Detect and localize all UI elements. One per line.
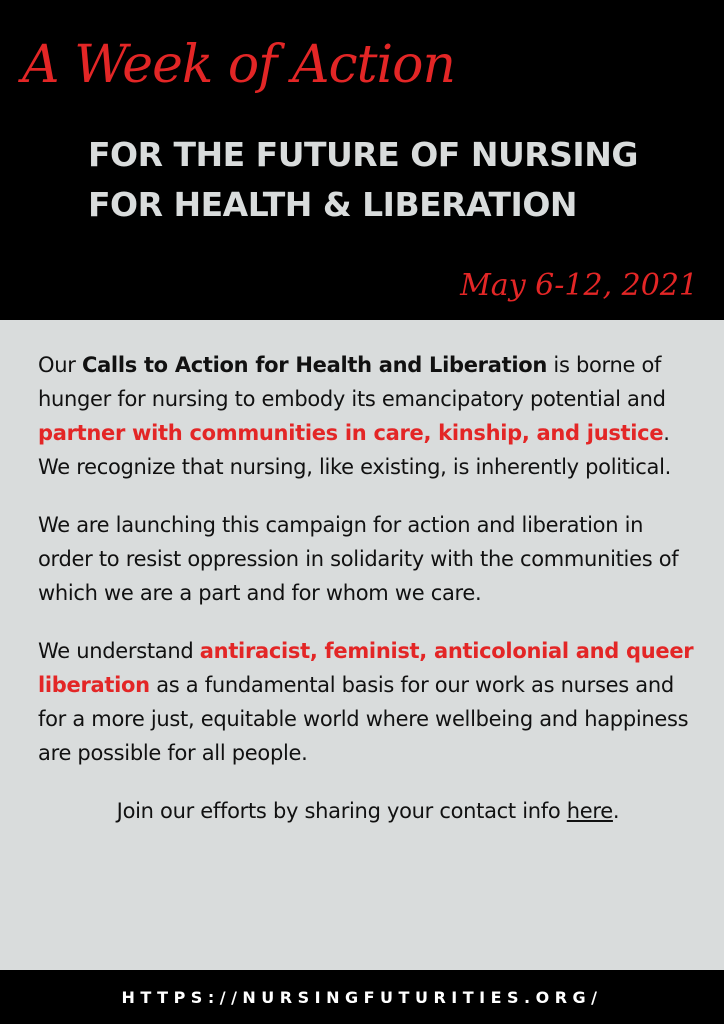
p1-text-1: Our <box>38 353 82 377</box>
p1-text-3: . We recognize that nursing, like existing, is inherently political. <box>38 421 671 479</box>
p3-text-1: We understand <box>38 639 200 663</box>
header-banner <box>0 0 724 320</box>
paragraph-calls-to-action <box>38 348 698 484</box>
body-text <box>38 348 698 852</box>
call-to-action <box>38 794 698 828</box>
subtitle <box>88 130 638 230</box>
highlight-liberation: antiracist, feminist, anticolonial and queer liberation <box>38 639 694 697</box>
subtitle-line-2: FOR HEALTH & LIBERATION <box>88 185 577 224</box>
subtitle-line-1: FOR THE FUTURE OF NURSING <box>88 135 638 174</box>
calls-to-action-strong: Calls to Action for Health and Liberation <box>81 353 548 377</box>
here-link[interactable]: here <box>566 799 613 823</box>
p3-text-2: as a fundamental basis for our work as nurses and for a more just, equitable world where wellbeing and happiness are possible for all people. <box>38 673 689 765</box>
page-title: A Week of Action <box>22 35 455 95</box>
paragraph-liberation <box>38 634 698 770</box>
website-url[interactable]: HTTPS://NURSINGFUTURITIES.ORG/ <box>121 988 603 1007</box>
footer-banner <box>0 970 724 1024</box>
cta-text: Join our efforts by sharing your contact info <box>116 799 567 823</box>
paragraph-campaign: We are launching this campaign for action and liberation in order to resist oppression in solidarity with the communities of which we are a part and for whom we care. <box>38 513 679 605</box>
event-date: May 6-12, 2021 <box>460 268 698 303</box>
highlight-partner-communities: partner with communities in care, kinship, and justice <box>38 421 664 445</box>
p1-text-2: is borne of hunger for nursing to embody its emancipatory potential and <box>38 353 666 411</box>
cta-end: . <box>612 799 620 823</box>
